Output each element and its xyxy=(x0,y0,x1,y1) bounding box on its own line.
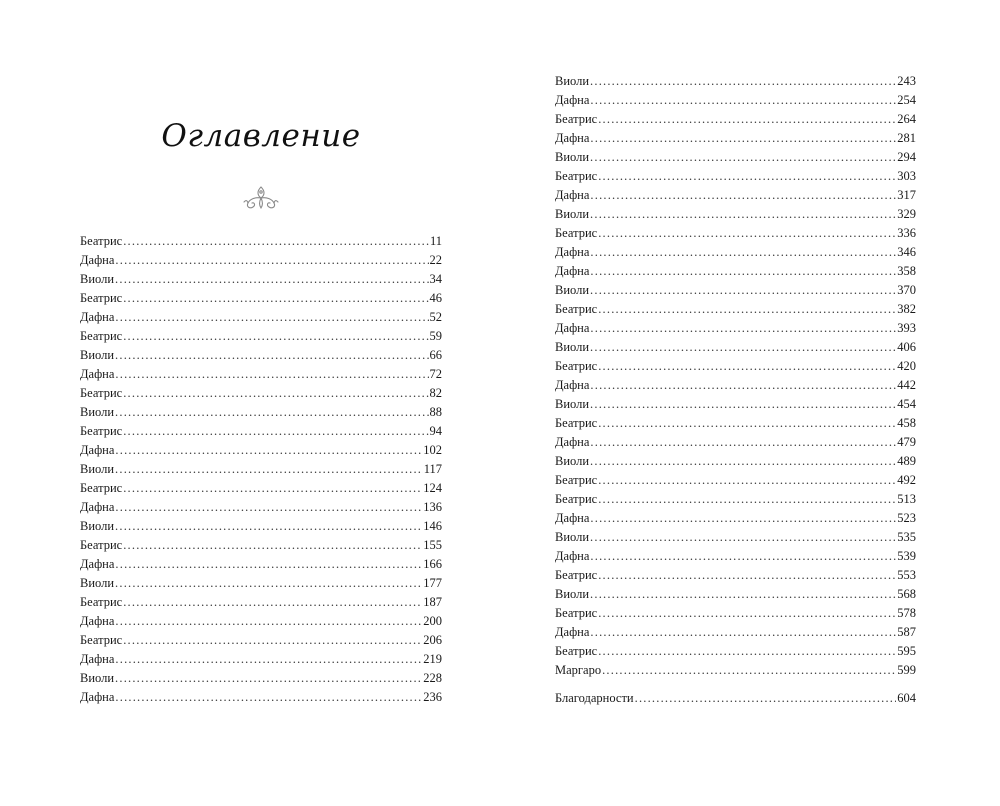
page-number: 393 xyxy=(897,321,916,335)
page-number: 294 xyxy=(897,150,916,164)
page-number: 59 xyxy=(429,329,442,343)
page-number: 34 xyxy=(429,272,442,286)
page-number: 489 xyxy=(897,454,916,468)
chapter-name: Виоли xyxy=(80,671,115,685)
page-number: 72 xyxy=(429,367,442,381)
page-number: 539 xyxy=(897,549,916,563)
chapter-name: Дафна xyxy=(555,435,590,449)
toc-entry[interactable] xyxy=(555,566,916,585)
dot-leader xyxy=(590,129,896,148)
chapter-name: Беатрис xyxy=(555,473,598,487)
chapter-name: Виоли xyxy=(555,587,590,601)
page-number: 187 xyxy=(423,595,442,609)
dot-leader xyxy=(598,604,896,623)
dot-leader xyxy=(115,555,422,574)
dot-leader xyxy=(123,289,428,308)
dot-leader xyxy=(590,623,896,642)
chapter-name: Беатрис xyxy=(80,234,123,248)
dot-leader xyxy=(598,490,896,509)
toc-entry[interactable] xyxy=(555,376,916,395)
dot-leader xyxy=(590,243,896,262)
dot-leader xyxy=(598,357,896,376)
page-number: 595 xyxy=(897,644,916,658)
dot-leader xyxy=(115,346,428,365)
dot-leader xyxy=(115,498,422,517)
dot-leader xyxy=(598,642,896,661)
page-number: 479 xyxy=(897,435,916,449)
page-number: 117 xyxy=(423,462,442,476)
toc-entry[interactable] xyxy=(555,547,916,566)
toc-entry[interactable] xyxy=(80,593,442,612)
page-number: 22 xyxy=(429,253,442,267)
toc-entry-acknowledgements[interactable] xyxy=(555,689,916,708)
page-number: 329 xyxy=(897,207,916,221)
page-number: 346 xyxy=(897,245,916,259)
dot-leader xyxy=(115,251,428,270)
toc-entry[interactable] xyxy=(80,669,442,688)
toc-entry[interactable] xyxy=(80,289,442,308)
dot-leader xyxy=(602,661,896,680)
dot-leader xyxy=(590,186,896,205)
page-number: 535 xyxy=(897,530,916,544)
chapter-name: Дафна xyxy=(80,443,115,457)
dot-leader xyxy=(115,517,422,536)
page-number: 406 xyxy=(897,340,916,354)
toc-entry[interactable] xyxy=(555,395,916,414)
page-number: 236 xyxy=(423,690,442,704)
page-number: 66 xyxy=(429,348,442,362)
chapter-name: Виоли xyxy=(555,207,590,221)
toc-entry[interactable] xyxy=(80,441,442,460)
toc-entry[interactable] xyxy=(555,585,916,604)
page-number: 523 xyxy=(897,511,916,525)
toc-entry[interactable] xyxy=(80,422,442,441)
dot-leader xyxy=(115,270,428,289)
dot-leader xyxy=(598,300,896,319)
dot-leader xyxy=(590,547,896,566)
dot-leader xyxy=(590,376,896,395)
dot-leader xyxy=(115,574,422,593)
dot-leader xyxy=(115,669,422,688)
toc-entry[interactable] xyxy=(80,574,442,593)
chapter-name: Беатрис xyxy=(555,492,598,506)
page-number: 155 xyxy=(423,538,442,552)
chapter-name: Беатрис xyxy=(555,112,598,126)
toc-entry[interactable] xyxy=(555,300,916,319)
dot-leader xyxy=(598,167,896,186)
chapter-name: Беатрис xyxy=(555,568,598,582)
chapter-name: Виоли xyxy=(80,405,115,419)
chapter-name: Дафна xyxy=(80,500,115,514)
toc-entry[interactable] xyxy=(80,688,442,707)
toc-entry[interactable] xyxy=(80,384,442,403)
page-number: 11 xyxy=(429,234,442,248)
chapter-name: Дафна xyxy=(555,378,590,392)
chapter-name: Беатрис xyxy=(80,291,123,305)
chapter-name: Дафна xyxy=(555,511,590,525)
toc-entry[interactable] xyxy=(555,205,916,224)
dot-leader xyxy=(590,433,896,452)
toc-entry[interactable] xyxy=(80,612,442,631)
chapter-name: Беатрис xyxy=(80,424,123,438)
page-number: 336 xyxy=(897,226,916,240)
chapter-name: Беатрис xyxy=(555,226,598,240)
chapter-name: Дафна xyxy=(555,625,590,639)
dot-leader xyxy=(123,422,428,441)
chapter-name: Дафна xyxy=(555,93,590,107)
toc-entry[interactable] xyxy=(555,642,916,661)
toc-entry[interactable] xyxy=(80,308,442,327)
dot-leader xyxy=(590,338,896,357)
page-number: 228 xyxy=(423,671,442,685)
dot-leader xyxy=(590,72,896,91)
page-title: Оглавление xyxy=(161,118,361,154)
page-number: 88 xyxy=(429,405,442,419)
chapter-name: Виоли xyxy=(555,454,590,468)
chapter-name: Благодарности xyxy=(555,691,634,705)
dot-leader xyxy=(115,650,422,669)
dot-leader xyxy=(590,395,896,414)
chapter-name: Беатрис xyxy=(80,538,123,552)
dot-leader xyxy=(123,327,428,346)
page-number: 587 xyxy=(897,625,916,639)
page-number: 317 xyxy=(897,188,916,202)
toc-entry[interactable] xyxy=(555,604,916,623)
page-number: 264 xyxy=(897,112,916,126)
page-number: 52 xyxy=(429,310,442,324)
dot-leader xyxy=(590,585,896,604)
toc-entry[interactable] xyxy=(555,471,916,490)
chapter-name: Дафна xyxy=(555,188,590,202)
chapter-name: Дафна xyxy=(80,614,115,628)
dot-leader xyxy=(598,110,896,129)
toc-entry[interactable] xyxy=(80,232,442,251)
page-number: 442 xyxy=(897,378,916,392)
chapter-name: Беатрис xyxy=(555,416,598,430)
chapter-name: Беатрис xyxy=(80,386,123,400)
toc-entry[interactable] xyxy=(80,631,442,650)
chapter-name: Беатрис xyxy=(555,644,598,658)
page-number: 102 xyxy=(423,443,442,457)
page-number: 599 xyxy=(897,663,916,677)
page-number: 82 xyxy=(429,386,442,400)
dot-leader xyxy=(590,205,896,224)
page-number: 553 xyxy=(897,568,916,582)
dot-leader xyxy=(590,452,896,471)
page-number: 146 xyxy=(423,519,442,533)
chapter-name: Беатрис xyxy=(555,302,598,316)
toc-entry[interactable] xyxy=(555,623,916,642)
dot-leader xyxy=(115,365,428,384)
page-number: 124 xyxy=(423,481,442,495)
dot-leader xyxy=(590,262,896,281)
page-number: 513 xyxy=(897,492,916,506)
toc-entry[interactable] xyxy=(80,498,442,517)
chapter-name: Беатрис xyxy=(80,633,123,647)
dot-leader xyxy=(115,688,422,707)
chapter-name: Виоли xyxy=(80,462,115,476)
chapter-name: Беатрис xyxy=(555,169,598,183)
toc-entry[interactable] xyxy=(80,460,442,479)
page-number: 254 xyxy=(897,93,916,107)
chapter-name: Беатрис xyxy=(80,595,123,609)
dot-leader xyxy=(590,91,896,110)
chapter-name: Дафна xyxy=(80,652,115,666)
chapter-name: Виоли xyxy=(80,348,115,362)
toc-entry[interactable] xyxy=(555,262,916,281)
chapter-name: Дафна xyxy=(80,367,115,381)
chapter-name: Дафна xyxy=(555,131,590,145)
toc-entry[interactable] xyxy=(80,517,442,536)
page-number: 243 xyxy=(897,74,916,88)
chapter-name: Виоли xyxy=(555,397,590,411)
page-number: 94 xyxy=(429,424,442,438)
toc-entry[interactable] xyxy=(80,270,442,289)
chapter-name: Виоли xyxy=(555,530,590,544)
chapter-name: Виоли xyxy=(555,74,590,88)
toc-list-left xyxy=(80,232,442,707)
dot-leader xyxy=(598,566,896,585)
chapter-name: Беатрис xyxy=(555,359,598,373)
toc-entry[interactable] xyxy=(555,110,916,129)
dot-leader xyxy=(115,403,428,422)
dot-leader xyxy=(598,471,896,490)
page-number: 604 xyxy=(897,691,916,705)
dot-leader xyxy=(123,593,422,612)
chapter-name: Беатрис xyxy=(555,606,598,620)
toc-entry[interactable] xyxy=(555,91,916,110)
dot-leader xyxy=(115,460,423,479)
chapter-name: Виоли xyxy=(555,340,590,354)
chapter-name: Виоли xyxy=(555,283,590,297)
toc-entry[interactable] xyxy=(555,357,916,376)
dot-leader xyxy=(123,536,422,555)
chapter-name: Дафна xyxy=(555,549,590,563)
toc-entry[interactable] xyxy=(555,509,916,528)
chapter-name: Маргаро xyxy=(555,663,602,677)
toc-entry[interactable] xyxy=(555,528,916,547)
page-number: 382 xyxy=(897,302,916,316)
page-number: 206 xyxy=(423,633,442,647)
toc-list-right xyxy=(555,72,916,708)
toc-entry[interactable] xyxy=(80,327,442,346)
chapter-name: Дафна xyxy=(80,310,115,324)
chapter-name: Виоли xyxy=(80,272,115,286)
dot-leader xyxy=(590,148,896,167)
page-number: 177 xyxy=(423,576,442,590)
toc-entry[interactable] xyxy=(555,72,916,91)
page-number: 219 xyxy=(423,652,442,666)
page-number: 578 xyxy=(897,606,916,620)
chapter-name: Виоли xyxy=(80,576,115,590)
toc-entry[interactable] xyxy=(80,479,442,498)
toc-entry[interactable] xyxy=(555,224,916,243)
toc-entry[interactable] xyxy=(555,338,916,357)
toc-entry[interactable] xyxy=(555,167,916,186)
chapter-name: Дафна xyxy=(555,321,590,335)
toc-entry[interactable] xyxy=(555,243,916,262)
toc-entry[interactable] xyxy=(80,555,442,574)
page-number: 420 xyxy=(897,359,916,373)
page-number: 370 xyxy=(897,283,916,297)
dot-leader xyxy=(598,414,896,433)
toc-entry[interactable] xyxy=(555,414,916,433)
dot-leader xyxy=(123,384,428,403)
dot-leader xyxy=(590,281,896,300)
dot-leader xyxy=(123,631,422,650)
toc-entry[interactable] xyxy=(80,403,442,422)
page-number: 568 xyxy=(897,587,916,601)
page-number: 303 xyxy=(897,169,916,183)
dot-leader xyxy=(590,528,896,547)
chapter-name: Дафна xyxy=(80,557,115,571)
chapter-name: Дафна xyxy=(80,253,115,267)
toc-entry[interactable] xyxy=(80,365,442,384)
chapter-name: Дафна xyxy=(80,690,115,704)
chapter-name: Дафна xyxy=(555,245,590,259)
floral-ornament-icon xyxy=(241,183,281,211)
dot-leader xyxy=(598,224,896,243)
dot-leader xyxy=(590,509,896,528)
page-number: 200 xyxy=(423,614,442,628)
toc-entry[interactable] xyxy=(80,650,442,669)
toc-entry[interactable] xyxy=(555,186,916,205)
chapter-name: Виоли xyxy=(80,519,115,533)
toc-entry[interactable] xyxy=(555,319,916,338)
page-number: 358 xyxy=(897,264,916,278)
dot-leader xyxy=(123,232,429,251)
chapter-name: Виоли xyxy=(555,150,590,164)
toc-entry[interactable] xyxy=(555,281,916,300)
toc-entry[interactable] xyxy=(555,433,916,452)
toc-entry[interactable] xyxy=(555,661,916,680)
page-number: 458 xyxy=(897,416,916,430)
toc-entry[interactable] xyxy=(80,536,442,555)
page-number: 46 xyxy=(429,291,442,305)
toc-entry[interactable] xyxy=(555,452,916,471)
page-number: 166 xyxy=(423,557,442,571)
chapter-name: Беатрис xyxy=(80,329,123,343)
dot-leader xyxy=(123,479,422,498)
toc-entry[interactable] xyxy=(555,490,916,509)
toc-entry[interactable] xyxy=(80,346,442,365)
chapter-name: Дафна xyxy=(555,264,590,278)
toc-entry[interactable] xyxy=(555,148,916,167)
dot-leader xyxy=(115,308,428,327)
toc-entry[interactable] xyxy=(80,251,442,270)
toc-entry[interactable] xyxy=(555,129,916,148)
dot-leader xyxy=(635,689,897,708)
page-number: 136 xyxy=(423,500,442,514)
dot-leader xyxy=(115,612,422,631)
dot-leader xyxy=(590,319,896,338)
dot-leader xyxy=(115,441,422,460)
page-number: 454 xyxy=(897,397,916,411)
page-number: 281 xyxy=(897,131,916,145)
page-number: 492 xyxy=(897,473,916,487)
chapter-name: Беатрис xyxy=(80,481,123,495)
